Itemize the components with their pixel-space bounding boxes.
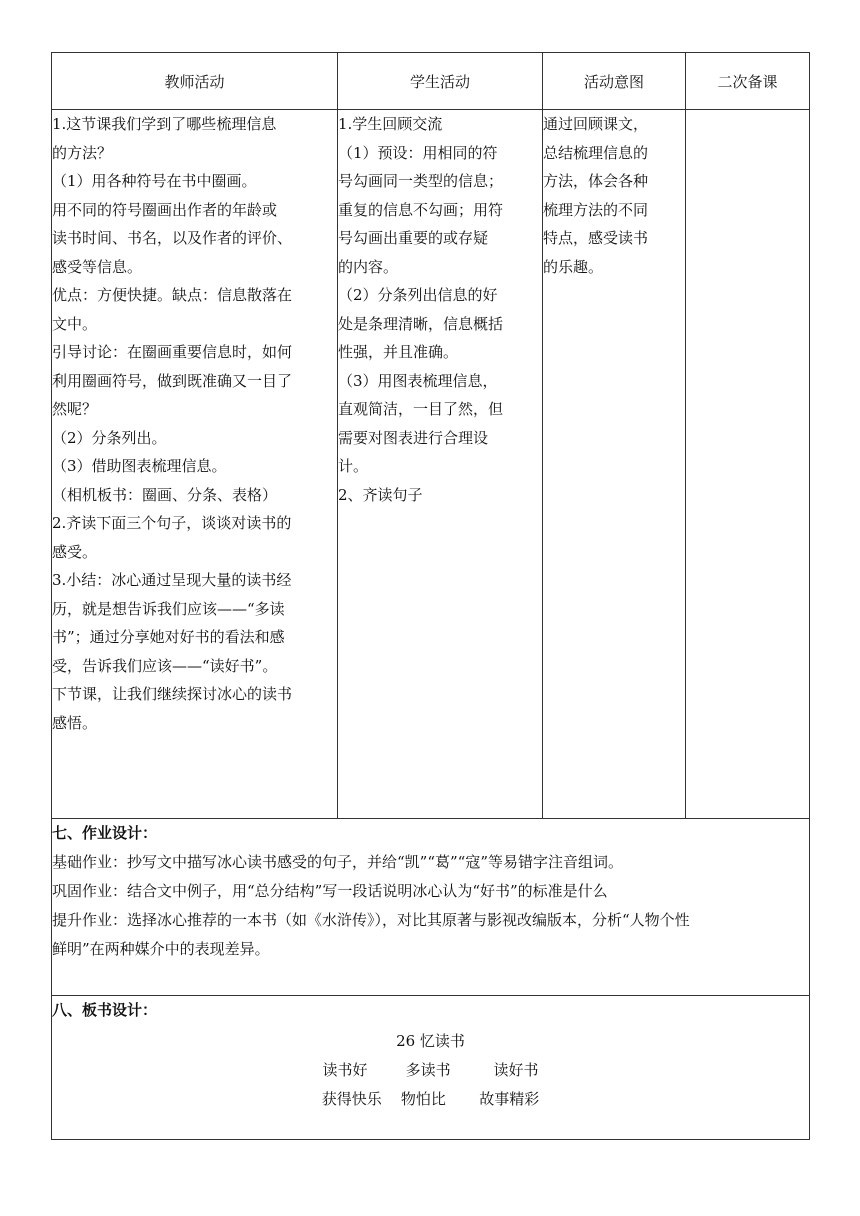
second-prep-cell (686, 110, 810, 819)
board-row-1: 读书好 多读书 读好书 (322, 1061, 539, 1079)
student-line: 号勾画出重要的或存疑 (338, 229, 489, 247)
teacher-line: 文中。 (52, 314, 98, 333)
teacher-line: 1.这节课我们学到了哪些梳理信息 (52, 115, 277, 133)
homework-line: 巩固作业：结合文中例子，用“总分结构”写一段话说明冰心认为“好书”的标准是什么 (52, 882, 608, 900)
teacher-line: （2）分条列出。 (52, 428, 167, 447)
intent-line: 方法，体会各种 (543, 172, 649, 190)
teacher-line: 书”；通过分享她对好书的看法和感 (52, 628, 285, 646)
teacher-line: 利用圈画符号，做到既准确又一目了 (52, 371, 293, 390)
homework-row (52, 819, 810, 996)
teacher-line: （3）借助图表梳理信息。 (52, 457, 227, 475)
student-line: 计。 (338, 457, 369, 475)
student-line: 处是条理清晰，信息概括 (338, 314, 504, 333)
board-row (52, 996, 810, 1140)
header-second-prep: 二次备课 (686, 53, 810, 110)
board-title: 八、板书设计： (52, 1001, 158, 1019)
teacher-line: 读书时间、书名，以及作者的评价、 (52, 229, 293, 247)
intent-line: 的乐趣。 (543, 257, 604, 276)
student-line: （2）分条列出信息的好 (338, 286, 498, 304)
teacher-line: 感受。 (52, 542, 98, 561)
header-student-activity: 学生活动 (338, 53, 543, 110)
teacher-line: 3.小结：冰心通过呈现大量的读书经 (52, 571, 292, 589)
student-line: 需要对图表进行合理设 (338, 428, 489, 447)
teacher-line: 历，就是想告诉我们应该——“多读 (52, 599, 285, 618)
teacher-line: 的方法？ (52, 143, 113, 162)
teacher-line: （相机板书：圈画、分条、表格） (52, 485, 278, 504)
student-line: 号勾画同一类型的信息； (338, 172, 504, 190)
teacher-line: （1）用各种符号在书中圈画。 (52, 172, 257, 190)
teacher-line: 下节课，让我们继续探讨冰心的读书 (52, 685, 293, 703)
header-activity-intent: 活动意图 (543, 53, 686, 110)
intent-line: 特点，感受读书 (543, 229, 649, 247)
teacher-line: 受，告诉我们应该——“读好书”。 (52, 656, 278, 675)
header-row (52, 53, 810, 110)
activity-intent-cell (543, 110, 686, 819)
teacher-line: 优点：方便快捷。缺点：信息散落在 (52, 286, 293, 304)
teacher-line: 2.齐读下面三个句子，谈谈对读书的 (52, 514, 292, 532)
board-content (52, 1027, 809, 1114)
teacher-line: 感受等信息。 (52, 257, 143, 276)
teacher-line: 然呢？ (52, 400, 98, 418)
student-line: 1.学生回顾交流 (338, 115, 443, 133)
homework-section (52, 819, 810, 996)
homework-line: 鲜明”在两种媒介中的表现差异。 (52, 940, 270, 958)
intent-line: 总结梳理信息的 (543, 143, 649, 162)
homework-line: 基础作业：抄写文中描写冰心读书感受的句子，并给“凯”“葛”“寇”等易错字注音组词。 (52, 853, 624, 871)
teacher-line: 感悟。 (52, 713, 98, 732)
student-line: 直观简洁，一目了然，但 (338, 400, 504, 418)
homework-line: 提升作业：选择冰心推荐的一本书（如《水浒传》），对比其原著与影视改编版本，分析“人物个性 (52, 911, 690, 929)
student-line: 性强，并且准确。 (338, 343, 459, 361)
lesson-plan-table (51, 52, 810, 1140)
intent-line: 梳理方法的不同 (543, 200, 649, 219)
intent-line: 通过回顾课文， (543, 115, 649, 133)
board-design-section (52, 996, 810, 1140)
teacher-activity-cell (52, 110, 338, 819)
student-line: 2、齐读句子 (338, 485, 423, 504)
header-teacher-activity: 教师活动 (52, 53, 338, 110)
student-activity-cell (338, 110, 543, 819)
student-line: 的内容。 (338, 257, 399, 276)
student-line: （3）用图表梳理信息， (338, 371, 498, 390)
content-row (52, 110, 810, 819)
board-heading: 26 忆读书 (396, 1032, 465, 1050)
teacher-line: 用不同的符号圈画出作者的年龄或 (52, 200, 278, 219)
student-line: 重复的信息不勾画；用符 (338, 200, 504, 219)
homework-title: 七、作业设计： (52, 824, 158, 842)
teacher-line: 引导讨论：在圈画重要信息时，如何 (52, 343, 293, 361)
student-line: （1）预设：用相同的符 (338, 143, 498, 162)
board-row-2: 获得快乐 物怕比 故事精彩 (321, 1090, 540, 1108)
